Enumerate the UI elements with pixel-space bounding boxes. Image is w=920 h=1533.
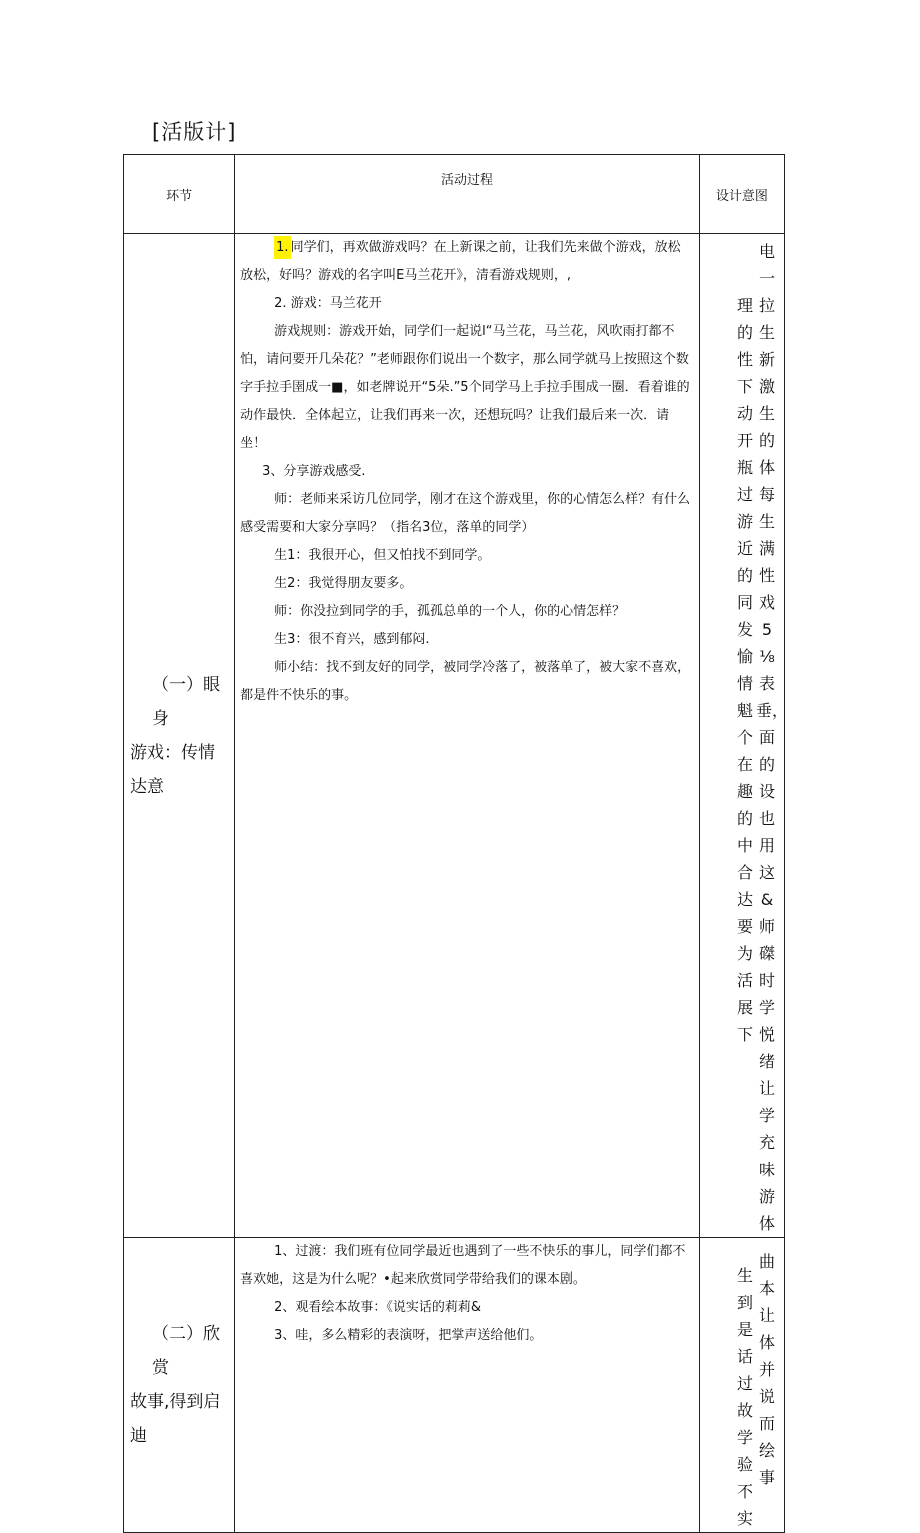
header-process: 活动过程 <box>235 155 700 234</box>
intent-column: 生到是话过故学验不实 <box>736 1266 753 1528</box>
stage-line: 达意 <box>130 776 164 797</box>
process-paragraph <box>240 290 693 318</box>
paragraph-text: 3、分享游戏感受. <box>262 464 366 479</box>
process-paragraph <box>240 570 693 598</box>
stage-line: 迪 <box>130 1426 147 1446</box>
paragraph-text: 1、过渡：我们班有位同学最近也遇到了一些不快乐的事儿，同学们都不喜欢她，这是为什么呢？•起来欣赏同学带给我们的课本剧。 <box>240 1244 686 1287</box>
paragraph-text: 师：你没拉到同学的手，孤孤总单的一个人，你的心情怎样？ <box>274 604 626 619</box>
intent-cell <box>699 1238 784 1533</box>
process-paragraph <box>240 458 693 486</box>
highlight-marker: 1. <box>274 236 290 259</box>
document-title: [活版计] <box>152 120 237 144</box>
process-cell <box>235 234 700 1238</box>
process-paragraph <box>240 626 693 654</box>
process-paragraph <box>240 1294 693 1322</box>
process-cell <box>235 1238 700 1533</box>
intent-column: 电一拉生新激生的体每生满性戏5⅛表垂，面的设也用这&师磔时学悦绪让学充味游体 <box>756 242 789 1233</box>
header-intent: 设计意图 <box>699 155 784 234</box>
intent-cell <box>699 234 789 1238</box>
table-row <box>124 234 785 1238</box>
paragraph-text: 师小结：找不到友好的同学，被同学冷落了，被落单了，被大家不喜欢，都是件不快乐的事。 <box>240 660 691 703</box>
intent-column: 曲本让体并说而绘事 <box>758 1252 775 1487</box>
process-paragraph <box>240 1238 693 1294</box>
stage-line: （二）欣赏 <box>152 1324 220 1378</box>
process-paragraph <box>240 1322 693 1350</box>
process-paragraph <box>240 598 693 626</box>
table-row <box>124 1238 785 1533</box>
process-paragraph <box>240 318 693 458</box>
process-paragraph <box>240 486 693 542</box>
process-paragraph <box>240 234 693 290</box>
paragraph-text: 生1：我很开心，但又怕找不到同学。 <box>274 548 491 563</box>
paragraph-text: 2、观看绘本故事：《说实话的莉莉& <box>274 1300 482 1315</box>
intent-column: 理的性下动开瓶过游近的同发愉情魁个在趣的中合达要为活展下 <box>736 296 753 1044</box>
paragraph-text: 游戏规则：游戏开始，同学们一起说l“马兰花，马兰花，风吹雨打都不怕，请问要开几朵花？”老师跟你们说出一个数字，那么同学就马上按照这个数字手拉手圉成一■，如老牌说开“5朵.”5个同学马上手拉手围成一圈．看着谁的动作最快．全体起立，让我们再来一次，还想玩吗？让我们最后来一次．请坐！ <box>240 324 690 451</box>
process-paragraph <box>240 654 693 710</box>
stage-cell <box>124 1238 235 1533</box>
paragraph-text: 生3：很不育兴，感到郁闷. <box>274 632 430 647</box>
header-stage: 环节 <box>124 155 235 234</box>
paragraph-text: 2. 游戏：马兰花开 <box>274 296 382 311</box>
paragraph-text: 3、哇，多么精彩的表演呀，把掌声送给他们。 <box>274 1328 543 1343</box>
stage-line: 故事,得到启 <box>130 1392 221 1412</box>
table-header-row <box>124 155 785 234</box>
process-paragraph <box>240 542 693 570</box>
stage-cell <box>124 234 235 1238</box>
paragraph-text: 生2：我觉得朋友要多。 <box>274 576 413 591</box>
paragraph-text: 同学们，再欢做游戏吗？在上新课之前，让我们先来做个游戏，放松放松，好吗？游戏的名字叫E马兰花开》，清看游戏规则，, <box>240 240 681 283</box>
stage-line: 游戏：传情 <box>130 742 215 763</box>
stage-line: （一）眼身 <box>152 674 220 729</box>
lesson-plan-table <box>123 154 789 1533</box>
paragraph-text: 师：老师来采访几位同学，刚才在这个游戏里，你的心情怎么样？有什么感受需要和大家分享吗？（指名3位，落单的同学） <box>240 492 691 535</box>
